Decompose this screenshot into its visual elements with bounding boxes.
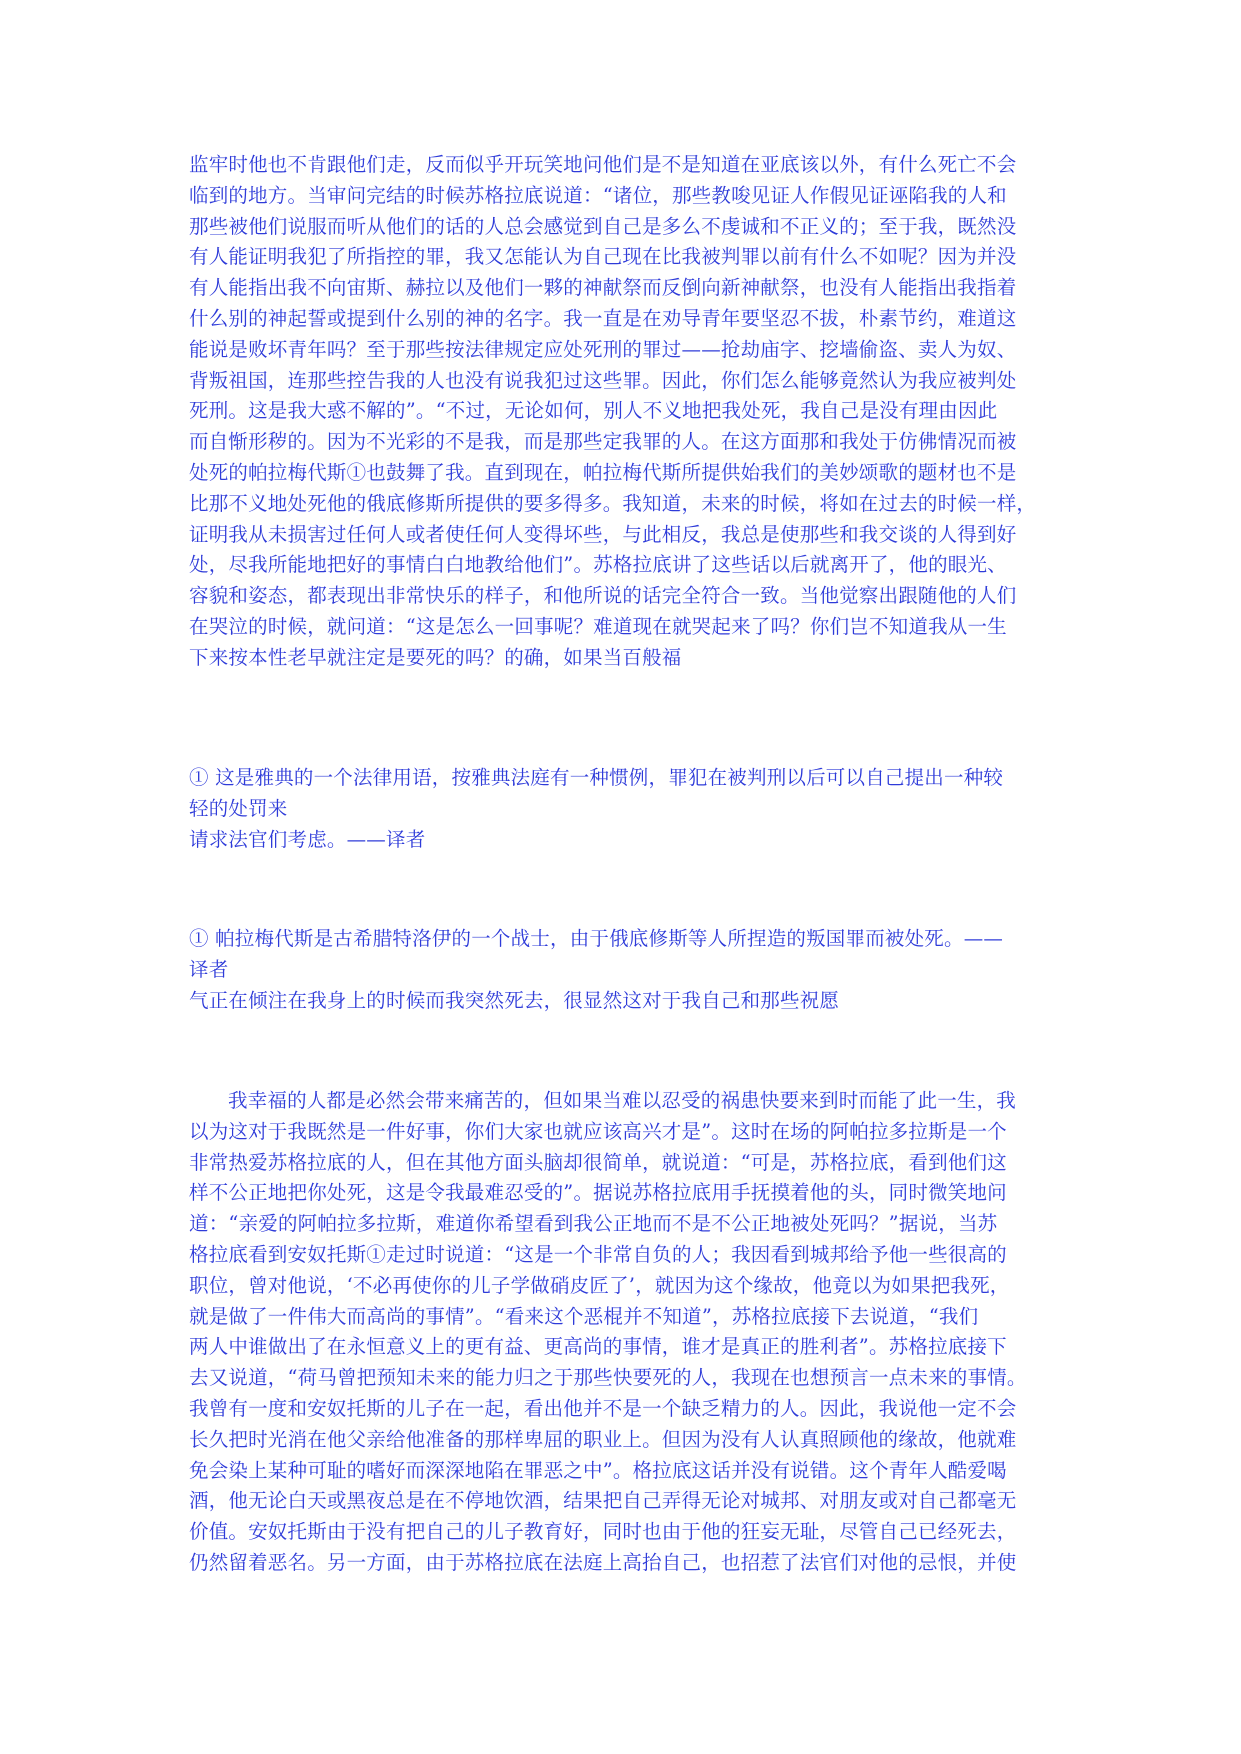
footnote-line: ① 这是雅典的一个法律用语，按雅典法庭有一种惯例，罪犯在被判刑以后可以自己提出一种较 — [189, 766, 1004, 789]
text-line: 就是做了一件伟大而高尚的事情”。“看来这个恶棍并不知道”，苏格拉底接下去说道，“我们 — [189, 1304, 979, 1328]
footnote-2 — [189, 924, 1051, 1016]
text-line: 死刑。这是我大惑不解的”。“不过，无论如何，别人不义地把我处死，我自己是没有理由因此 — [189, 399, 998, 423]
text-line: 比那不义地处死他的俄底修斯所提供的要多得多。我知道，未来的时候，将如在过去的时候一样， — [189, 491, 1037, 515]
text-line: 仍然留着恶名。另一方面，由于苏格拉底在法庭上高抬自己，也招惹了法官们对他的忌恨，并使 — [189, 1550, 1017, 1574]
text-line: 长久把时光消在他父亲给他准备的那样卑屈的职业上。但因为没有人认真照顾他的缘故，他就难 — [189, 1427, 1017, 1451]
text-line: 处，尽我所能地把好的事情白白地教给他们”。苏格拉底讲了这些话以后就离开了，他的眼光、 — [189, 553, 1007, 577]
text-line: 容貌和姿态，都表现出非常快乐的样子，和他所说的话完全符合一致。当他觉察出跟随他的人们 — [189, 584, 1017, 608]
footnote-1 — [189, 763, 1051, 855]
text-line: 我曾有一度和安奴托斯的儿子在一起，看出他并不是一个缺乏精力的人。因此，我说他一定不会 — [189, 1396, 1017, 1420]
text-line: 证明我从未损害过任何人或者使任何人变得坏些，与此相反，我总是使那些和我交谈的人得到好 — [189, 522, 1017, 546]
main-text-block — [189, 150, 1051, 674]
text-line: 处死的帕拉梅代斯①也鼓舞了我。直到现在，帕拉梅代斯所提供始我们的美妙颂歌的题材也不是 — [189, 460, 1017, 484]
text-line: 格拉底看到安奴托斯①走过时说道：“这是一个非常自负的人；我因看到城邦给予他一些很高的 — [189, 1242, 1007, 1266]
text-line: 免会染上某种可耻的嗜好而深深地陷在罪恶之中”。格拉底这话并没有说错。这个青年人酷爱喝 — [189, 1458, 1007, 1482]
text-line: 样不公正地把你处死，这是令我最难忍受的”。据说苏格拉底用手抚摸着他的头，同时微笑地问 — [189, 1181, 1007, 1205]
text-line: 去又说道，“荷马曾把预知未来的能力归之于那些快要死的人，我现在也想预言一点未来的事情。 — [189, 1366, 1027, 1390]
footnote-line: 译者 — [189, 957, 229, 981]
text-line: 那些被他们说服而听从他们的话的人总会感觉到自己是多么不虔诚和不正义的；至于我，既然没 — [189, 214, 1017, 238]
text-line: 两人中谁做出了在永恒意义上的更有益、更高尚的事情，谁才是真正的胜利者”。苏格拉底接下 — [189, 1335, 1007, 1359]
text-line: 而自惭形秽的。因为不光彩的不是我，而是那些定我罪的人。在这方面那和我处于仿佛情况而被 — [189, 430, 1017, 454]
text-line: 监牢时他也不肯跟他们走，反而似乎开玩笑地问他们是不是知道在亚底该以外，有什么死亡不会 — [189, 153, 1017, 176]
text-line: 非常热爱苏格拉底的人，但在其他方面头脑却很简单，就说道：“可是，苏格拉底，看到他们这 — [189, 1150, 1007, 1174]
text-line: 价值。安奴托斯由于没有把自己的儿子教育好，同时也由于他的狂妄无耻，尽管自己已经死去， — [189, 1520, 1017, 1544]
text-line: 气正在倾注在我身上的时候而我突然死去，很显然这对于我自己和那些祝愿 — [189, 988, 840, 1012]
text-line: 背叛祖国，连那些控告我的人也没有说我犯过这些罪。因此，你们怎么能够竟然认为我应被判处 — [189, 368, 1017, 392]
text-line: 道：“亲爱的阿帕拉多拉斯，难道你希望看到我公正地而不是不公正地被处死吗？”据说，当苏 — [189, 1212, 998, 1236]
text-line: 临到的地方。当审问完结的时候苏格拉底说道：“诸位，那些教唆见证人作假见证诬陷我的人和 — [189, 183, 1007, 207]
text-line: 以为这对于我既然是一件好事，你们大家也就应该高兴才是”。这时在场的阿帕拉多拉斯是一个 — [189, 1119, 1007, 1143]
text-line: 在哭泣的时候，就问道：“这是怎么一回事呢？难道现在就哭起来了吗？你们岂不知道我从一生 — [189, 614, 1007, 638]
text-line: 下来按本性老早就注定是要死的吗？的确，如果当百般福 — [189, 645, 682, 669]
footnote-line: 轻的处罚来 — [189, 796, 288, 820]
text-line: 能说是败坏青年吗？至于那些按法律规定应处死刑的罪过——抢劫庙字、挖墙偷盗、卖人为奴、 — [189, 337, 1017, 361]
text-line: 有人能指出我不向宙斯、赫拉以及他们一夥的神献祭而反倒向新神献祭，也没有人能指出我指着 — [189, 276, 1017, 300]
paragraph-first-line: 我幸福的人都是必然会带来痛苦的，但如果当难以忍受的祸患快要来到时而能了此一生，我 — [228, 1089, 1017, 1112]
continuation-text-block — [189, 1086, 1051, 1579]
text-line: 什么别的神起誓或提到什么别的神的名字。我一直是在劝导青年要坚忍不拔，朴素节约，难道这 — [189, 306, 1017, 330]
text-line: 酒，他无论白天或黑夜总是在不停地饮酒，结果把自己弄得无论对城邦、对朋友或对自己都毫无 — [189, 1489, 1017, 1513]
text-line: 职位，曾对他说，‘不必再使你的儿子学做硝皮匠了’，就因为这个缘故，他竟以为如果把我死， — [189, 1273, 1010, 1297]
text-line: 有人能证明我犯了所指控的罪，我又怎能认为自己现在比我被判罪以前有什么不如呢？因为并没 — [189, 245, 1017, 269]
footnote-line: ① 帕拉梅代斯是古希腊特洛伊的一个战士，由于俄底修斯等人所捏造的叛国罪而被处死。—— — [189, 927, 1004, 950]
footnote-line: 请求法官们考虑。——译者 — [189, 827, 426, 851]
